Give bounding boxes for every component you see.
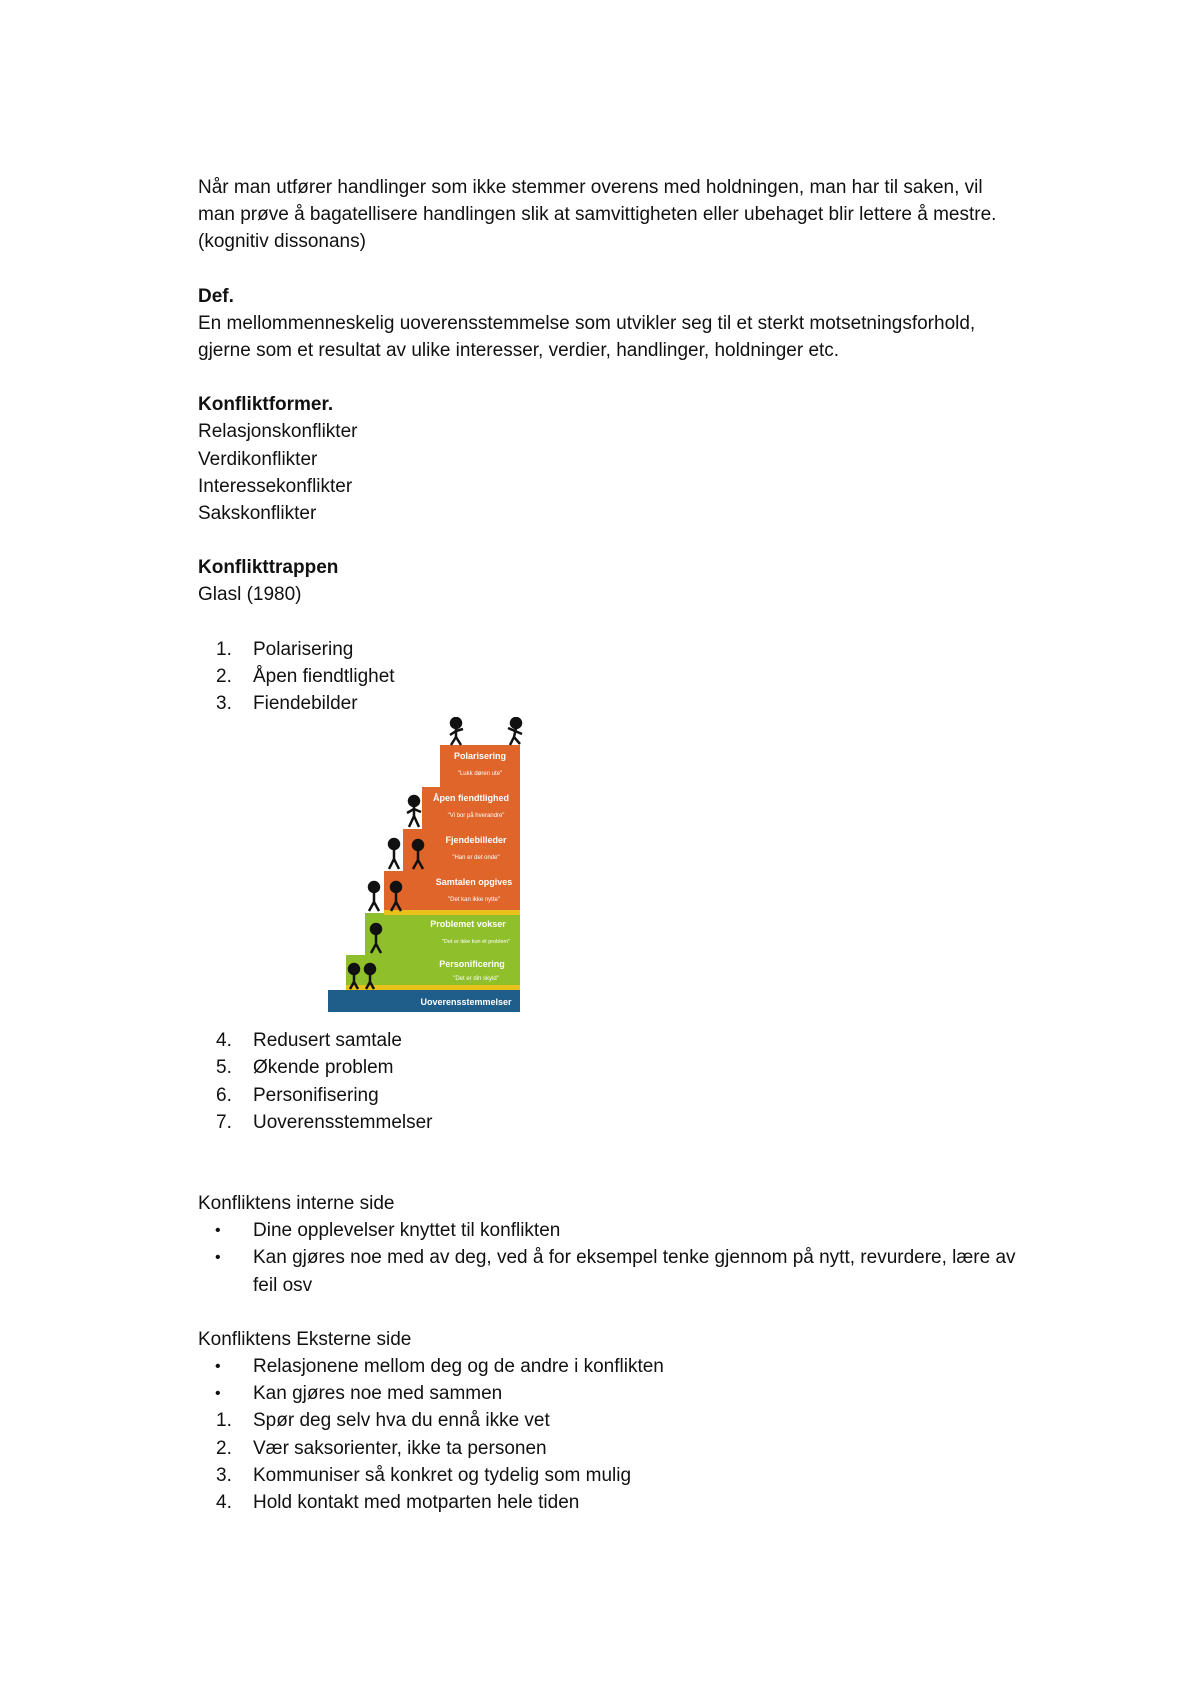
stick-figure-icon <box>450 718 463 745</box>
definition-line: gjerne som et resultat av ulike interesser, verdier, handlinger, holdninger etc. <box>198 340 840 362</box>
definition-heading: Def. <box>198 285 234 307</box>
list-item <box>198 1027 1078 1054</box>
list-number: 2. <box>216 1437 232 1459</box>
step-quote: "Lukk døren ute" <box>457 771 503 778</box>
step-quote: "Det er din skyld" <box>453 976 499 983</box>
stick-figure-icon <box>508 718 522 745</box>
external-heading: Konfliktens Eksterne side <box>198 1328 412 1350</box>
list-text: Uoverensstemmelser <box>253 1111 433 1133</box>
external-steps <box>198 1407 1078 1516</box>
bullet-item <box>198 1380 1078 1407</box>
definition-line: En mellommenneskelig uoverensstemmelse som utvikler seg til et sterkt motsetningsforhold, <box>198 312 976 334</box>
conflict-form-item: Interessekonflikter <box>198 475 353 497</box>
list-item <box>198 1109 1078 1136</box>
step-quote: "Det kan ikke nytte" <box>448 897 500 904</box>
ladder-source: Glasl (1980) <box>198 584 302 606</box>
step-quote: "Han er det onde" <box>452 855 500 862</box>
list-number: 5. <box>216 1057 232 1079</box>
list-text: Kommuniser så konkret og tydelig som mulig <box>253 1464 632 1486</box>
list-number: 3. <box>216 693 232 715</box>
conflict-ladder-figure <box>326 717 536 1027</box>
list-text: Fiendebilder <box>253 693 358 715</box>
step-label: Personificering <box>439 959 505 970</box>
list-number: 2. <box>216 665 232 687</box>
list-text: Redusert samtale <box>253 1030 402 1052</box>
document-body <box>198 174 1078 1516</box>
bullet-icon: • <box>215 1385 221 1403</box>
list-item <box>198 663 1078 690</box>
list-text: Åpen fiendtlighet <box>253 665 395 687</box>
internal-heading: Konfliktens interne side <box>198 1193 395 1215</box>
step-label: Fjendebilleder <box>445 835 507 846</box>
list-text: Økende problem <box>253 1057 394 1079</box>
list-number: 4. <box>216 1030 232 1052</box>
list-item <box>198 1462 1078 1489</box>
intro-line: man prøve å bagatellisere handlingen slik at samvittigheten eller ubehaget blir lettere å mestre. <box>198 204 997 226</box>
step-label: Åpen fiendtlighed <box>433 793 509 804</box>
list-item <box>198 636 1078 663</box>
list-text: Personifisering <box>253 1084 379 1106</box>
list-item <box>198 1435 1078 1462</box>
bullet-text: Relasjonene mellom deg og de andre i konflikten <box>253 1356 664 1378</box>
list-item <box>198 1054 1078 1081</box>
list-number: 4. <box>216 1492 232 1514</box>
step-quote: "Det er ikke kun ét problem" <box>441 939 511 946</box>
bullet-item <box>198 1244 1078 1298</box>
list-number: 6. <box>216 1084 232 1106</box>
list-number: 3. <box>216 1464 232 1486</box>
stick-figure-icon <box>389 839 399 869</box>
step-label: Problemet vokser <box>430 919 506 930</box>
stick-figure-icon <box>407 796 421 827</box>
ladder-heading: Konflikttrappen <box>198 557 339 579</box>
step-quote: "Vi bor på hverandre" <box>447 813 505 820</box>
conflict-form-item: Sakskonflikter <box>198 503 317 525</box>
conflict-form-item: Relasjonskonflikter <box>198 421 358 443</box>
bullet-icon: • <box>215 1222 221 1240</box>
intro-line: (kognitiv dissonans) <box>198 231 366 253</box>
list-number: 1. <box>216 638 232 660</box>
list-number: 7. <box>216 1111 232 1133</box>
list-number: 1. <box>216 1410 232 1432</box>
conflict-form-item: Verdikonflikter <box>198 448 318 470</box>
list-item <box>198 690 1078 717</box>
step-label: Uoverensstemmelser <box>420 997 512 1008</box>
stick-figure-icon <box>369 882 379 911</box>
bullet-icon: • <box>215 1358 221 1376</box>
bullet-item <box>198 1217 1078 1244</box>
list-text: Polarisering <box>253 638 354 660</box>
list-item <box>198 1489 1078 1516</box>
ladder-list-a <box>198 636 1078 718</box>
bullet-icon: • <box>215 1249 221 1267</box>
bullet-text: Kan gjøres noe med sammen <box>253 1383 503 1405</box>
internal-bullets <box>198 1217 1078 1299</box>
step-label: Samtalen opgives <box>435 877 513 888</box>
list-text: Hold kontakt med motparten hele tiden <box>253 1492 580 1514</box>
hazard-stripe <box>384 910 520 915</box>
list-text: Vær saksorienter, ikke ta personen <box>253 1437 547 1459</box>
bullet-item <box>198 1353 1078 1380</box>
list-text: Spør deg selv hva du ennå ikke vet <box>253 1410 550 1432</box>
intro-line: Når man utfører handlinger som ikke stemmer overens med holdningen, man har til saken, vil <box>198 177 983 198</box>
list-item <box>198 1407 1078 1434</box>
conflict-ladder-illustration <box>326 717 536 1027</box>
bullet-text: Kan gjøres noe med av deg, ved å for eksempel tenke gjennom på nytt, revurdere, lære av <box>253 1247 1016 1269</box>
bullet-text: Dine opplevelser knyttet til konflikten <box>253 1220 561 1242</box>
ladder-list-b <box>198 1027 1078 1136</box>
external-bullets <box>198 1353 1078 1407</box>
conflict-forms-heading: Konfliktformer. <box>198 394 334 416</box>
list-item <box>198 1082 1078 1109</box>
bullet-text-continuation: feil osv <box>253 1274 313 1296</box>
step-label: Polarisering <box>453 751 507 762</box>
